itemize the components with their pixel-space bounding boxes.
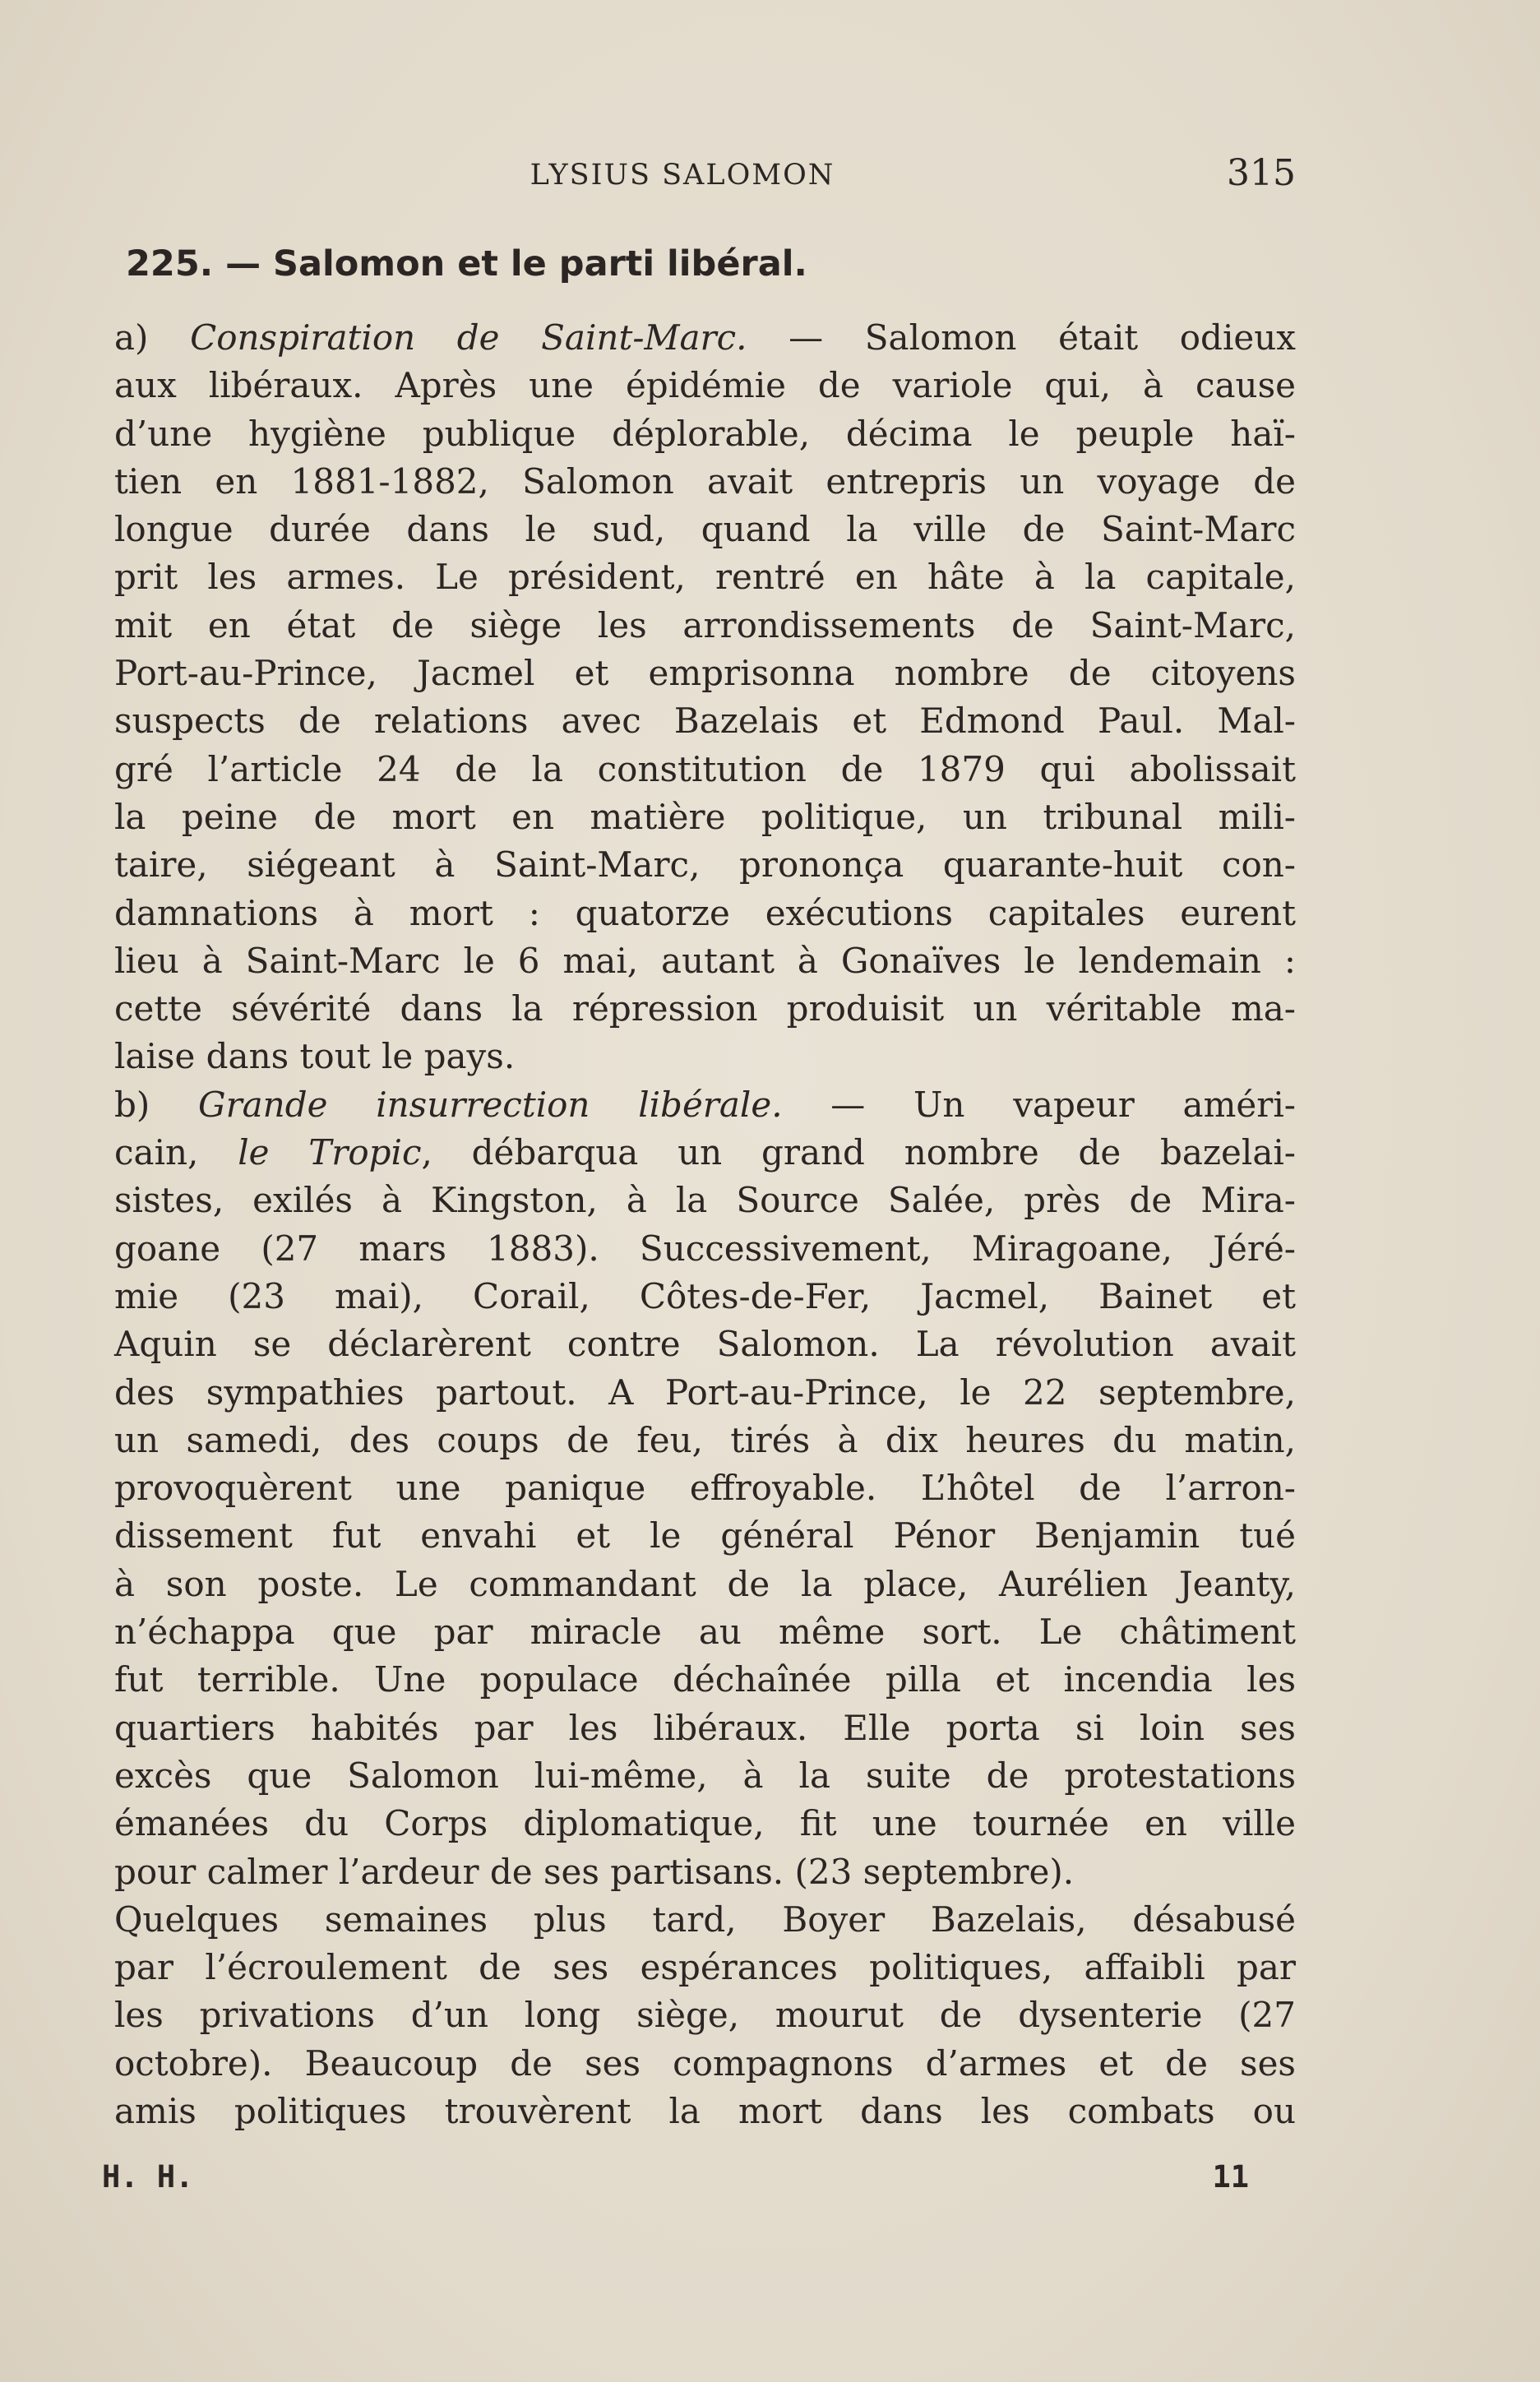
paragraph-a (69, 314, 1296, 1081)
text-line: octobre). Beaucoup de ses compagnons d’armes et de ses (114, 2042, 1296, 2084)
text-line: damnations à mort : quatorze exécutions capitales eurent (114, 892, 1296, 933)
running-title: LYSIUS SALOMON (530, 159, 835, 192)
text-line: un samedi, des coups de feu, tirés à dix heures du matin, (114, 1419, 1296, 1460)
signature-mark: H. H. (102, 2159, 194, 2195)
signature-number: 11 (1212, 2159, 1249, 2195)
text-line: émanées du Corps diplomatique, fit une tournée en ville (114, 1803, 1296, 1844)
text-line: mie (23 mai), Corail, Côtes-de-Fer, Jacmel, Bainet et (114, 1275, 1296, 1316)
text-line: cette sévérité dans la répression produisit un véritable ma- (114, 988, 1296, 1029)
section-heading: 225. — Salomon et le parti libéral. (126, 243, 807, 284)
text-line: suspects de relations avec Bazelais et Edmond Paul. Mal- (114, 701, 1296, 742)
text-line: d’une hygiène publique déplorable, décima le peuple haï- (114, 413, 1296, 454)
text-line: pour calmer l’ardeur de ses partisans. (23 septembre). (114, 1851, 1075, 1892)
text-line: fut terrible. Une populace déchaînée pilla et incendia les (114, 1659, 1296, 1700)
subsection-title: Grande insurrection libérale. (198, 1084, 783, 1125)
text-line: mit en état de siège les arrondissements de Saint-Marc, (114, 604, 1296, 645)
text-line: longue durée dans le sud, quand la ville de Saint-Marc (114, 509, 1296, 550)
paragraph-label: b) (114, 1084, 150, 1125)
text-line: des sympathies partout. A Port-au-Prince, le 22 septembre, (114, 1371, 1296, 1413)
text-line: Quelques semaines plus tard, Boyer Bazelais, désabusé (114, 1899, 1296, 1940)
text-line: provoquèrent une panique effroyable. L’hôtel de l’arron- (114, 1468, 1296, 1509)
text-line: goane (27 mars 1883). Successivement, Miragoane, Jéré- (114, 1228, 1296, 1269)
text-line: les privations d’un long siège, mourut de dysenterie (27 (114, 1995, 1296, 2036)
subsection-title: Conspiration de Saint-Marc. (190, 317, 747, 358)
text-line: aux libéraux. Après une épidémie de variole qui, à cause (114, 365, 1296, 406)
text-line: la peine de mort en matière politique, un tribunal mili- (114, 796, 1296, 837)
text-line: quartiers habités par les libéraux. Elle porta si loin ses (114, 1707, 1296, 1748)
text-line: par l’écroulement de ses espérances politiques, affaibli par (114, 1947, 1296, 1988)
text-line: taire, siégeant à Saint-Marc, prononça quarante-huit con- (114, 844, 1296, 886)
ship-name: le Tropic (238, 1132, 422, 1173)
text-line: b) Grande insurrection libérale. — Un vapeur améri- (114, 1084, 1296, 1125)
running-header (69, 152, 1296, 201)
text-line: Port-au-Prince, Jacmel et emprisonna nombre de citoyens (114, 653, 1296, 694)
text-line: à son poste. Le commandant de la place, Aurélien Jeanty, (114, 1563, 1296, 1604)
text-line: gré l’article 24 de la constitution de 1879 qui abolissait (114, 748, 1296, 789)
text-line: lieu à Saint-Marc le 6 mai, autant à Gonaïves le lendemain : (114, 940, 1296, 981)
text-line: excès que Salomon lui-même, à la suite de protestations (114, 1755, 1296, 1796)
text-line: sistes, exilés à Kingston, à la Source Salée, près de Mira- (114, 1180, 1296, 1221)
text-line: tien en 1881-1882, Salomon avait entrepris un voyage de (114, 460, 1296, 502)
text-line: n’échappa que par miracle au même sort. Le châtiment (114, 1612, 1296, 1653)
text-line: cain, le Tropic, débarqua un grand nombre de bazelai- (114, 1132, 1297, 1173)
text-line: laise dans tout le pays. (114, 1036, 516, 1077)
body-text (69, 240, 1296, 2135)
running-footer (102, 2159, 1249, 2205)
paragraph-b (69, 1081, 1296, 1896)
text-line: amis politiques trouvèrent la mort dans les combats ou (114, 2090, 1296, 2131)
text-line: a) Conspiration de Saint-Marc. — Salomon était odieux (114, 317, 1296, 358)
paragraph-label: a) (114, 317, 149, 358)
text-line: prit les armes. Le président, rentré en hâte à la capitale, (114, 557, 1296, 598)
text-line: dissement fut envahi et le général Pénor Benjamin tué (114, 1515, 1296, 1556)
page-number: 315 (1227, 152, 1296, 194)
paragraph-c (69, 1896, 1296, 2135)
text-line: Aquin se déclarèrent contre Salomon. La révolution avait (114, 1324, 1296, 1365)
